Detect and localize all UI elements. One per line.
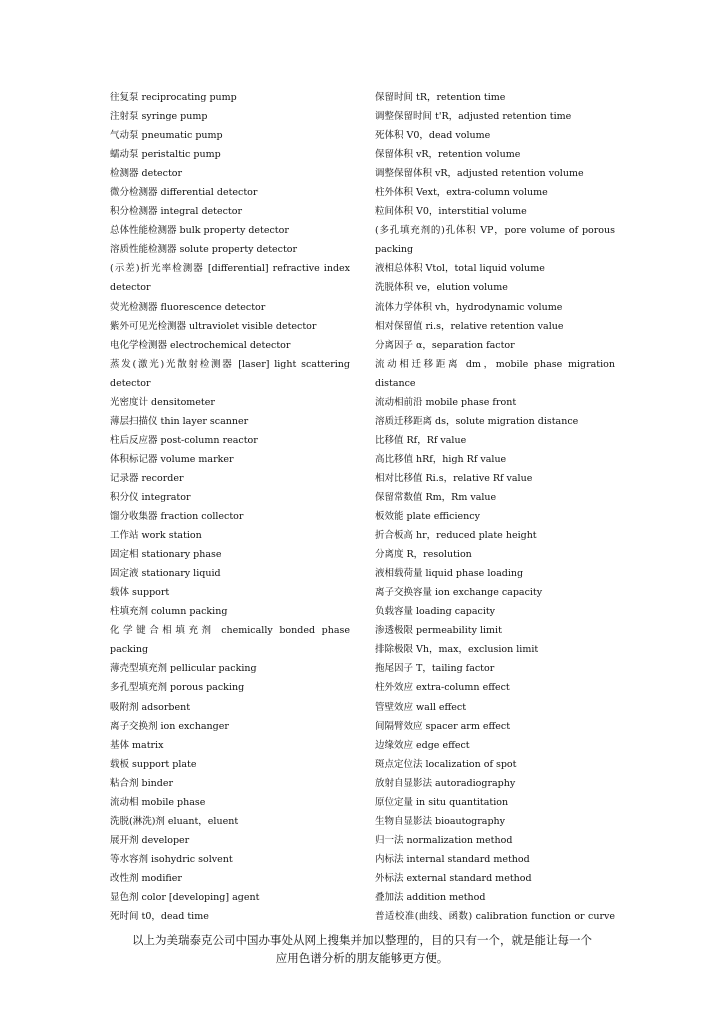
- glossary-entry: 展开剂 developer: [110, 834, 190, 846]
- glossary-entry: (示差)折光率检测器 [differential] refractive index: [110, 263, 350, 275]
- glossary-entry: 气动泵 pneumatic pump: [110, 130, 223, 142]
- glossary-entry: 薄层扫描仪 thin layer scanner: [110, 415, 249, 427]
- glossary-entry: 荧光检测器 fluorescence detector: [110, 301, 266, 313]
- glossary-entry: 馏分收集器 fraction collector: [110, 511, 244, 523]
- glossary-entry: 折合板高 hr，reduced plate height: [375, 530, 537, 542]
- glossary-entry: 工作站 work station: [110, 530, 202, 542]
- glossary-entry: 微分检测器 differential detector: [110, 187, 258, 199]
- glossary-entry: 拖尾因子 T，tailing factor: [375, 663, 495, 675]
- glossary-entry: detector: [110, 377, 151, 389]
- glossary-entry: 载板 support plate: [110, 758, 197, 770]
- glossary-entry: 负载容量 loading capacity: [375, 606, 496, 618]
- glossary-entry: 基体 matrix: [110, 739, 164, 751]
- glossary-entry: 相对比移值 Ri.s，relative Rf value: [375, 472, 533, 484]
- glossary-entry: 流体力学体积 vh，hydrodynamic volume: [375, 301, 563, 313]
- glossary-entry: 比移值 Rf，Rf value: [375, 434, 467, 446]
- glossary-entry: 洗脱体积 ve，elution volume: [375, 282, 508, 294]
- glossary-entry: 等水容剂 isohydric solvent: [110, 853, 233, 865]
- glossary-entry: 柱填充剂 column packing: [110, 606, 228, 618]
- glossary-entry: 粘合剂 binder: [110, 777, 174, 789]
- glossary-entry: 往复泵 reciprocating pump: [110, 92, 237, 103]
- glossary-entry: (多孔填充剂的)孔体积 VP，pore volume of porous: [375, 225, 615, 237]
- footer-line-1: 以上为美瑞泰克公司中国办事处从网上搜集并加以整理的，目的只有一个，就是能让每一个: [132, 933, 592, 947]
- glossary-entry: 离子交换容量 ion exchange capacity: [375, 587, 543, 599]
- glossary-entry: 固定液 stationary liquid: [110, 568, 221, 580]
- glossary-entry: 高比移值 hRf，high Rf value: [375, 453, 507, 465]
- glossary-entry: 薄壳型填充剂 pellicular packing: [110, 663, 257, 675]
- glossary-entry: 死时间 t0，dead time: [110, 911, 209, 923]
- glossary-entry: 流动相迁移距离 dm，mobile phase migration: [375, 358, 615, 370]
- glossary-entry: 叠加法 addition method: [375, 891, 486, 903]
- glossary-entry: 调整保留体积 vR，adjusted retention volume: [375, 168, 584, 180]
- glossary-entry: 积分仪 integrator: [110, 491, 191, 503]
- glossary-entry: 分离度 R，resolution: [375, 549, 472, 561]
- glossary-entry: 电化学检测器 electrochemical detector: [110, 339, 291, 351]
- glossary-entry: 液相载荷量 liquid phase loading: [375, 568, 524, 580]
- glossary-entry: 柱外效应 extra-column effect: [375, 682, 510, 694]
- glossary-entry: 渗透极限 permeability limit: [375, 625, 502, 637]
- glossary-entry: 固定相 stationary phase: [110, 549, 222, 561]
- glossary-entry: 体积标记器 volume marker: [110, 453, 234, 465]
- glossary-entry: 改性剂 modifier: [110, 872, 182, 884]
- glossary-entry: 斑点定位法 localization of spot: [375, 758, 517, 770]
- glossary-entry: 生物自显影法 bioautography: [375, 815, 506, 827]
- glossary-entry: 分离因子 α，separation factor: [375, 339, 515, 351]
- glossary-entry: 管壁效应 wall effect: [375, 701, 467, 713]
- glossary-entry: 边缘效应 edge effect: [375, 739, 470, 751]
- glossary-entry: 调整保留时间 t'R，adjusted retention time: [375, 111, 572, 123]
- glossary-entry: 流动相前沿 mobile phase front: [375, 396, 517, 408]
- glossary-entry: 归一法 normalization method: [375, 834, 513, 846]
- glossary-entry: 总体性能检测器 bulk property detector: [110, 225, 289, 237]
- glossary-entry: 排除极限 Vh，max，exclusion limit: [375, 644, 539, 656]
- glossary-entry: 普适校准(曲线、函数) calibration function or curve: [375, 911, 615, 923]
- glossary-entry: 注射泵 syringe pump: [110, 111, 208, 123]
- glossary-entry: 板效能 plate efficiency: [375, 511, 480, 523]
- glossary-entry: 化学键合相填充剂 chemically bonded phase: [110, 625, 350, 637]
- glossary-entry: 柱后反应器 post-column reactor: [110, 434, 258, 446]
- glossary-entry: 粒间体积 V0，interstitial volume: [375, 206, 527, 218]
- glossary-entry: 死体积 V0，dead volume: [375, 130, 491, 142]
- glossary-entry: distance: [375, 377, 416, 389]
- glossary-entry: 蒸发(激光)光散射检测器 [laser] light scattering: [110, 358, 350, 370]
- glossary-entry: packing: [375, 244, 414, 256]
- glossary-entry: 保留常数值 Rm，Rm value: [375, 491, 497, 503]
- glossary-entry: 外标法 external standard method: [375, 872, 532, 884]
- glossary-entry: 显色剂 color [developing] agent: [110, 891, 260, 903]
- glossary-entry: packing: [110, 644, 149, 656]
- glossary-entry: 溶质性能检测器 solute property detector: [110, 244, 298, 256]
- glossary-entry: 积分检测器 integral detector: [110, 206, 243, 218]
- glossary-entry: 保留体积 vR，retention volume: [375, 149, 521, 161]
- glossary-entry: 光密度计 densitometer: [110, 396, 215, 408]
- glossary-left-column: [110, 88, 350, 926]
- glossary-entry: 流动相 mobile phase: [110, 796, 206, 808]
- footer-line-2: 应用色谱分析的朋友能够更方便。: [275, 951, 449, 965]
- glossary-entry: 载体 support: [110, 587, 170, 599]
- glossary-right-column: [375, 88, 615, 926]
- glossary-entry: 紫外可见光检测器 ultraviolet visible detector: [110, 320, 317, 332]
- glossary-entry: 液相总体积 Vtol，total liquid volume: [375, 263, 545, 275]
- glossary-entry: 保留时间 tR，retention time: [375, 92, 506, 103]
- glossary-entry: 蠕动泵 peristaltic pump: [110, 149, 221, 161]
- glossary-entry: 检测器 detector: [110, 168, 183, 180]
- glossary-entry: 多孔型填充剂 porous packing: [110, 682, 245, 694]
- glossary-entry: 间隔臂效应 spacer arm effect: [375, 720, 511, 732]
- glossary-entry: 洗脱(淋洗)剂 eluant，eluent: [110, 815, 239, 827]
- footer-note: [108, 931, 616, 967]
- glossary-entry: 放射自显影法 autoradiography: [375, 777, 516, 789]
- glossary-entry: 溶质迁移距离 ds，solute migration distance: [375, 415, 579, 427]
- glossary-entry: 柱外体积 Vext，extra-column volume: [375, 187, 548, 199]
- glossary-entry: 吸附剂 adsorbent: [110, 701, 191, 713]
- glossary-entry: 原位定量 in situ quantitation: [375, 796, 509, 808]
- glossary-entry: 离子交换剂 ion exchanger: [110, 720, 229, 732]
- glossary-entry: 内标法 internal standard method: [375, 853, 530, 865]
- glossary-entry: 记录器 recorder: [110, 472, 184, 484]
- glossary-entry: detector: [110, 282, 151, 294]
- glossary-entry: 相对保留值 ri.s，relative retention value: [375, 320, 564, 332]
